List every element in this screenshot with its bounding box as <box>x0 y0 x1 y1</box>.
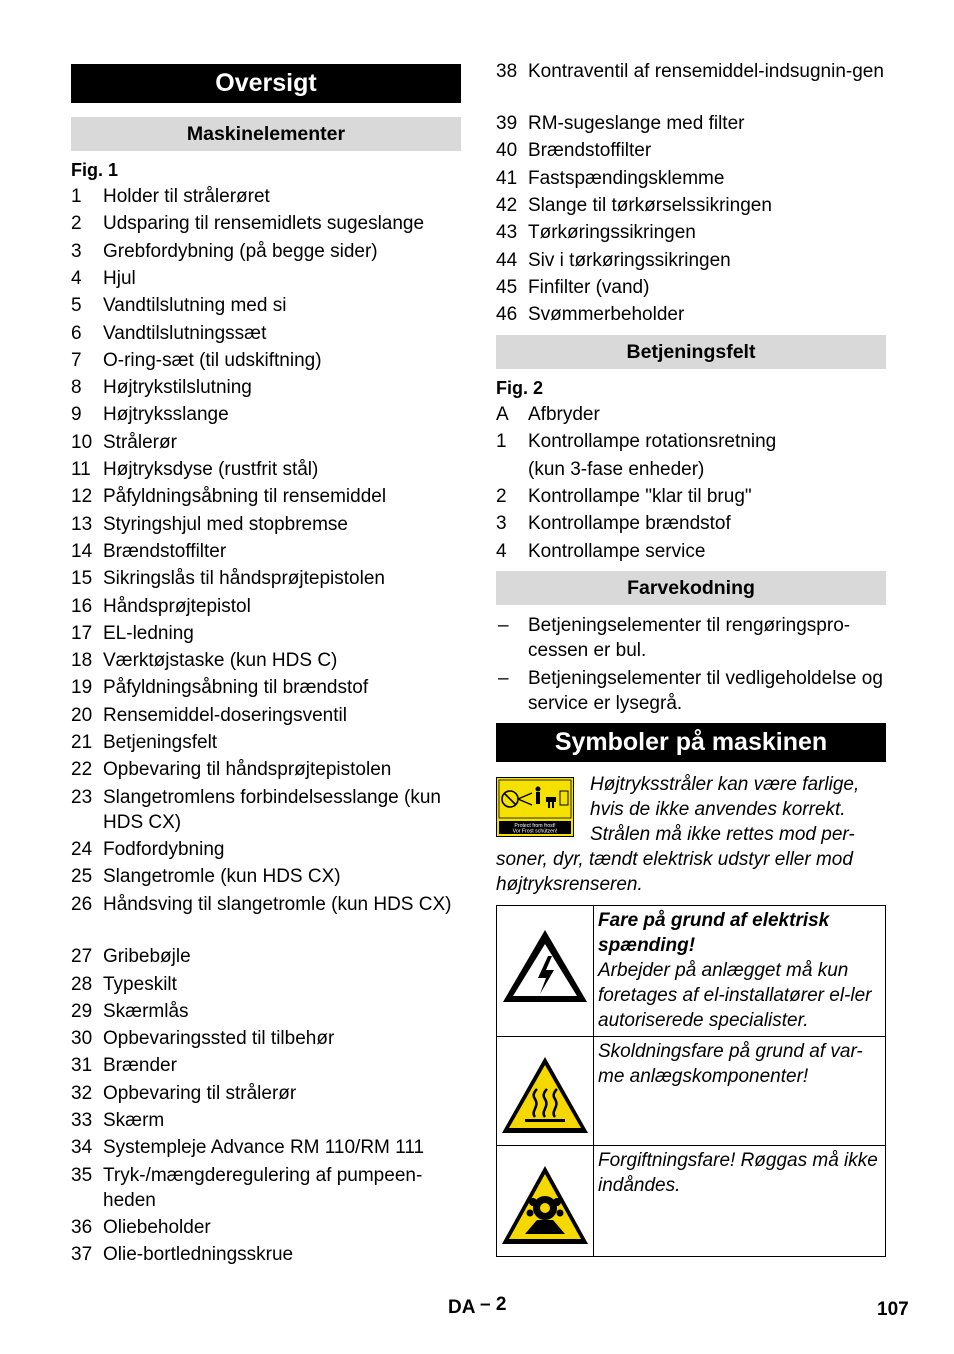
item-text: Afbryder <box>528 404 600 425</box>
item-text: Opbevaring til strålerør <box>103 1082 297 1104</box>
item-text: Grebfordybning (på begge sider) <box>103 240 378 262</box>
item-number: 11 <box>71 459 91 480</box>
item-text: Håndsving til slangetromle (kun HDS CX) <box>103 893 452 915</box>
item-number: 8 <box>71 377 82 399</box>
symbol-title-electric: Fare på grund af elektrisk spænding! <box>598 910 830 956</box>
item-number: 25 <box>71 866 93 888</box>
item-text: Håndsprøjtepistol <box>103 595 251 617</box>
item-text: Kontraventil af rensemiddel-indsugnin-gen <box>528 61 884 82</box>
color-item-text: Betjeningselementer til vedligeholdelse og service er lysegrå. <box>528 668 883 714</box>
page-number: 107 <box>877 1299 909 1320</box>
item-text: Opbevaring til håndsprøjtepistolen <box>103 759 392 781</box>
item-number: 3 <box>496 513 507 535</box>
symbol-row-toxic <box>497 1145 885 1257</box>
item-number: 42 <box>496 194 518 216</box>
item-text: Tryk-/mængderegulering af pumpeen-heden <box>103 1164 423 1211</box>
item-number: 46 <box>496 304 518 326</box>
item-number: 43 <box>496 222 518 244</box>
item-number: 33 <box>71 1110 93 1131</box>
symbol-text-electric: Arbejder på anlægget må kun foretages af el-installatører el-ler autoriserede specialister. <box>598 960 872 1031</box>
item-text: Brænder <box>103 1055 177 1077</box>
item-number: 29 <box>71 1000 93 1022</box>
item-text: EL-ledning <box>103 622 194 644</box>
item-number: 10 <box>71 431 93 453</box>
item-text: Typeskilt <box>103 973 177 995</box>
warning-intro: Højtryksstråler kan være farlige, hvis de ikke anvendes korrekt. Strålen må ikke rettes mod per-soner, dyr, tændt elektrisk udstyr eller mod højtryksrenseren. <box>496 774 860 895</box>
item-number: 36 <box>71 1217 93 1239</box>
electric-hazard-icon <box>497 906 593 1036</box>
dash-bullet: – <box>498 615 509 636</box>
item-text: Hjul <box>103 267 136 289</box>
item-number: 28 <box>71 973 93 995</box>
item-number: 12 <box>71 486 93 508</box>
item-number: 5 <box>71 295 82 317</box>
toxic-fumes-icon <box>497 1146 593 1257</box>
dash-bullet: – <box>498 668 509 689</box>
symbol-row-hot <box>497 1036 885 1146</box>
item-number: 1 <box>496 431 507 453</box>
item-text: Opbevaringssted til tilbehør <box>103 1028 335 1050</box>
symbol-row-electric <box>497 906 885 1036</box>
item-number: 40 <box>496 140 518 162</box>
item-text: Højtrykstilslutning <box>103 377 252 399</box>
item-number: 27 <box>71 946 93 968</box>
item-number: 6 <box>71 322 82 344</box>
item-number: 31 <box>71 1055 93 1077</box>
item-number: 30 <box>71 1028 93 1050</box>
item-number: 17 <box>71 622 93 644</box>
item-text: Styringshjul med stopbremse <box>103 513 348 535</box>
item-number: 2 <box>496 485 507 507</box>
item-text: Rensemiddel-doseringsventil <box>103 704 347 726</box>
item-text: Kontrollampe "klar til brug" <box>528 485 752 507</box>
item-text: Betjeningsfelt <box>103 732 218 753</box>
item-text: Systempleje Advance RM 110/RM 111 <box>103 1137 425 1159</box>
item-text: Svømmerbeholder <box>528 304 685 326</box>
item-text: Finfilter (vand) <box>528 276 650 298</box>
item-number: 4 <box>496 540 507 562</box>
item-number: 34 <box>71 1137 93 1159</box>
item-text: Påfyldningsåbning til brændstof <box>103 677 369 699</box>
item-number: 19 <box>71 677 93 699</box>
symbol-text-toxic: Forgiftningsfare! Røggas må ikke indåndes. <box>598 1150 878 1196</box>
item-number: 41 <box>496 167 518 189</box>
frost-label-de: Vor Frost schützen! <box>512 828 558 835</box>
item-text: (kun 3-fase enheder) <box>528 458 705 480</box>
item-text: Skærm <box>103 1110 165 1131</box>
item-text: Udsparing til rensemidlets sugeslange <box>103 213 425 235</box>
item-text: RM-sugeslange med filter <box>528 113 745 134</box>
item-text: Kontrollampe brændstof <box>528 513 731 535</box>
item-text: Siv i tørkøringssikringen <box>528 249 731 271</box>
fig-label: Fig. 1 <box>71 160 119 180</box>
item-text: Værktøjstaske (kun HDS C) <box>103 650 338 672</box>
symbol-text-hot: Skoldningsfare på grund af var-me anlægskomponenter! <box>598 1041 863 1087</box>
section-heading-oversigt: Oversigt <box>71 64 461 103</box>
item-text: Vandtilslutning med si <box>103 295 287 317</box>
item-number: 4 <box>71 267 82 289</box>
item-text: Slangetromlens forbindelsesslange (kun HDS CX) <box>103 786 441 833</box>
item-number: 9 <box>71 404 82 426</box>
item-number: 18 <box>71 650 93 672</box>
item-number: 24 <box>71 839 93 861</box>
item-text: O-ring-sæt (til udskiftning) <box>103 349 322 371</box>
item-text: Kontrollampe service <box>528 540 706 562</box>
item-number: 14 <box>71 540 93 562</box>
subheading-farvekodning: Farvekodning <box>496 571 886 605</box>
item-number: 26 <box>71 893 93 915</box>
item-number: 20 <box>71 704 93 726</box>
item-text: Brændstoffilter <box>103 540 227 562</box>
item-text: Vandtilslutningssæt <box>103 322 267 344</box>
subheading-betjeningsfelt: Betjeningsfelt <box>496 335 886 369</box>
item-text: Kontrollampe rotationsretning <box>528 431 777 453</box>
footer-language-section <box>448 1294 507 1319</box>
item-text: Brændstoffilter <box>528 140 652 162</box>
high-pressure-warning <box>496 772 886 897</box>
frost-label-en: Protect from frost! <box>514 823 556 829</box>
item-text: Strålerør <box>103 431 177 453</box>
item-text: Påfyldningsåbning til rensemiddel <box>103 486 387 508</box>
fig-label-2: Fig. 2 <box>496 378 544 398</box>
item-number: 13 <box>71 513 93 535</box>
item-text: Fodfordybning <box>103 839 225 861</box>
item-number: 3 <box>71 240 82 262</box>
item-number: 45 <box>496 276 518 298</box>
item-number: 38 <box>496 61 518 82</box>
hot-surface-icon <box>497 1037 593 1146</box>
item-text: Fastspændingsklemme <box>528 167 725 189</box>
item-text: Højtryksdyse (rustfrit stål) <box>103 459 319 480</box>
item-number: A <box>496 404 509 425</box>
item-number: 32 <box>71 1082 93 1104</box>
item-number: 15 <box>71 568 93 590</box>
subheading-maskinelementer: Maskinelementer <box>71 117 461 151</box>
item-number: 23 <box>71 786 93 808</box>
item-text: Højtryksslange <box>103 404 229 426</box>
item-text: Gribebøjle <box>103 946 191 968</box>
item-text: Sikringslås til håndsprøjtepistolen <box>103 568 385 590</box>
item-number: 37 <box>71 1244 93 1266</box>
symbols-table <box>496 905 886 1257</box>
item-number: 22 <box>71 759 93 781</box>
item-number: 7 <box>71 349 82 371</box>
item-number: 35 <box>71 1164 93 1186</box>
footer-lang: DA <box>448 1297 475 1318</box>
color-item-text: Betjeningselementer til rengøringspro-cessen er bul. <box>528 615 851 661</box>
item-number: 21 <box>71 732 93 753</box>
item-number: 16 <box>71 595 93 617</box>
item-text: Tørkøringssikringen <box>528 222 696 244</box>
item-text: Oliebeholder <box>103 1217 211 1239</box>
footer-section: – 2 <box>480 1294 507 1315</box>
item-number: 1 <box>71 186 82 207</box>
item-number: 2 <box>71 213 82 235</box>
high-pressure-frost-label-icon <box>496 777 574 837</box>
item-text: Slange til tørkørselssikringen <box>528 194 772 216</box>
item-text: Holder til strålerøret <box>103 186 270 207</box>
item-text: Slangetromle (kun HDS CX) <box>103 866 341 888</box>
item-number: 44 <box>496 249 518 271</box>
item-text: Skærmlås <box>103 1000 189 1022</box>
item-number: 39 <box>496 113 518 134</box>
item-text: Olie-bortledningsskrue <box>103 1244 294 1266</box>
section-heading-symboler: Symboler på maskinen <box>496 723 886 762</box>
